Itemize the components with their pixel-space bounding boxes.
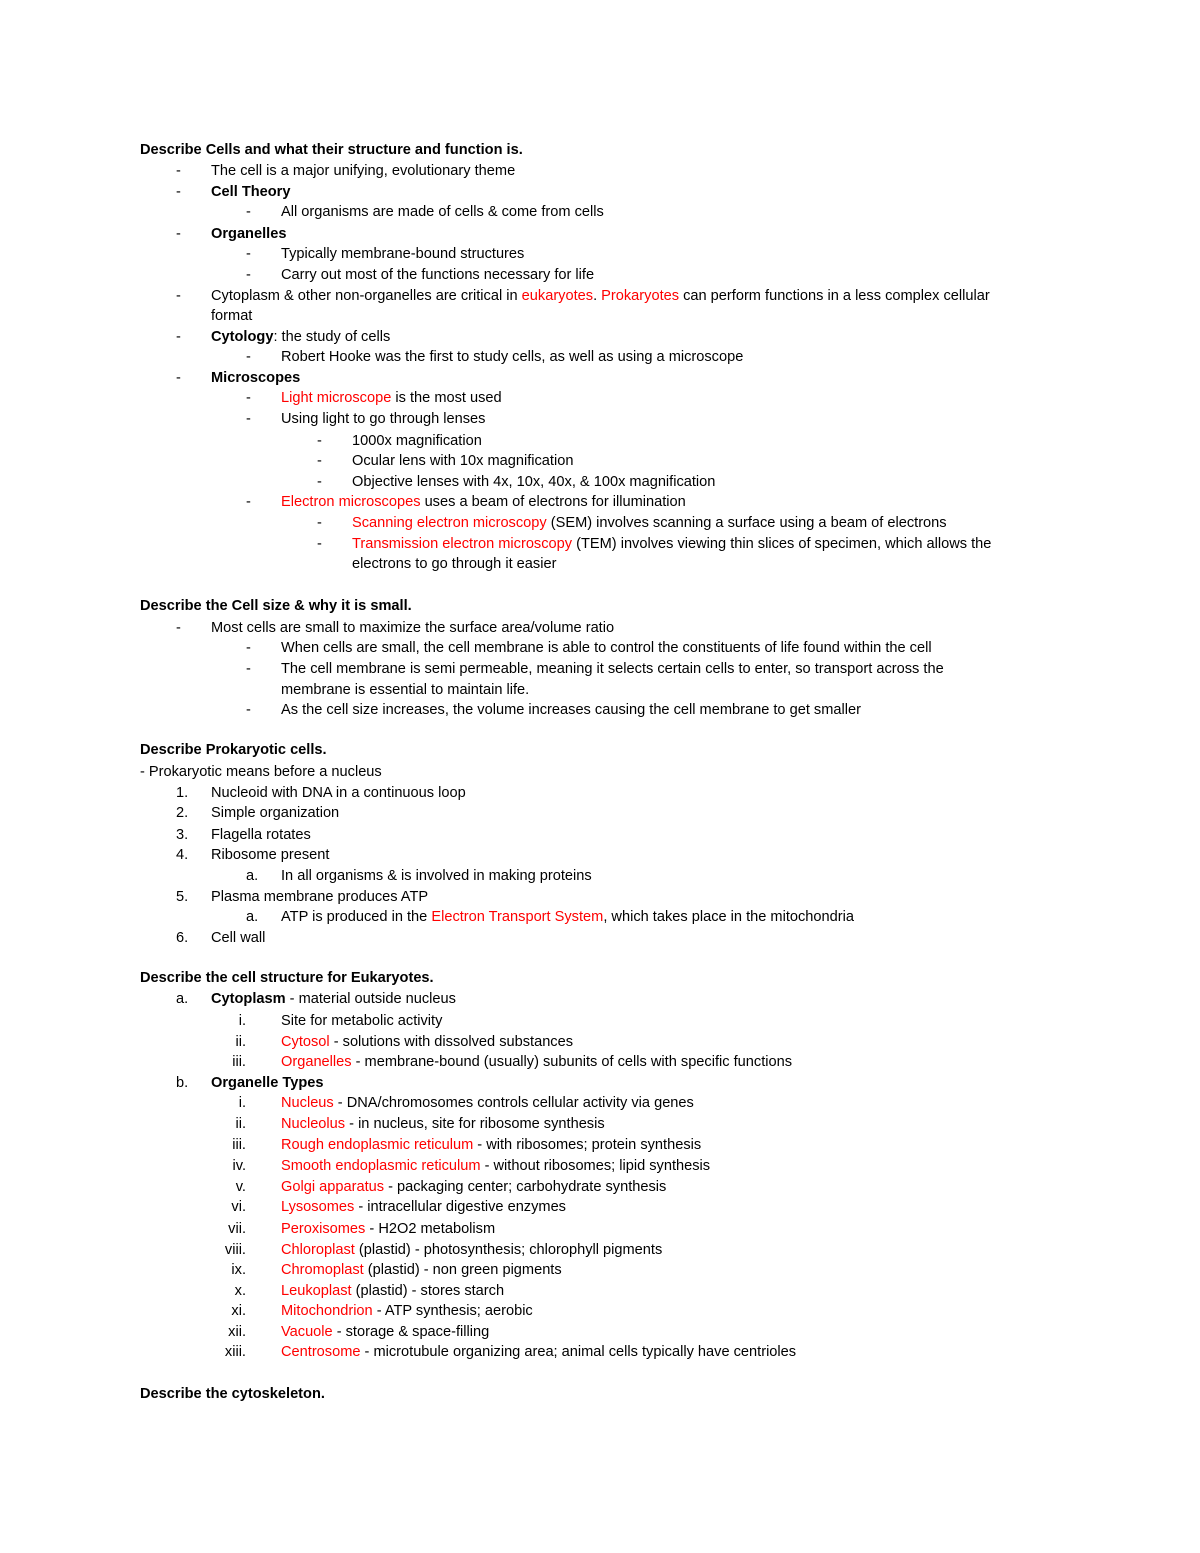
list-item-text (140, 765, 382, 780)
list-marker: - (176, 184, 181, 200)
list-marker: viii. (224, 1242, 246, 1258)
list-marker: xi. (231, 1303, 246, 1319)
text-run: Most cells are small to maximize the surface area/volume ratio (211, 620, 615, 636)
list-item-text (352, 537, 991, 552)
list-marker: - (246, 204, 251, 220)
highlighted-term: Nucleus (281, 1095, 334, 1111)
text-run: All organisms are made of cells & come from cells (281, 204, 604, 220)
list-marker: a. (246, 868, 259, 884)
list-item-text (281, 1222, 495, 1237)
list-item-text (281, 1159, 710, 1174)
text-run: - in nucleus, site for ribosome synthesis (345, 1116, 605, 1132)
text-run: format (211, 308, 253, 324)
list-marker: - (176, 226, 181, 242)
list-marker: xiii. (224, 1344, 246, 1360)
highlighted-term: Transmission electron microscopy (352, 536, 573, 552)
list-marker: - (246, 661, 251, 677)
list-marker: - (317, 474, 322, 490)
list-item-text (211, 227, 286, 242)
text-run: Carry out most of the functions necessary for life (281, 267, 595, 283)
text-run: Ribosome present (211, 847, 330, 863)
list-item-text (281, 910, 854, 925)
list-item-text (281, 1263, 562, 1278)
list-marker: - (246, 246, 251, 262)
section-heading (140, 971, 434, 986)
text-run: - with ribosomes; protein synthesis (473, 1137, 702, 1153)
text-run: uses a beam of electrons for illumination (420, 494, 686, 510)
bold-term: Microscopes (211, 370, 301, 386)
highlighted-term: Peroxisomes (281, 1221, 366, 1237)
list-marker: vii. (228, 1221, 246, 1237)
text-run: 1000x magnification (352, 433, 482, 449)
list-marker: x. (234, 1283, 246, 1299)
text-run: Robert Hooke was the first to study cells, as well as using a microscope (281, 349, 744, 365)
text-run: Describe Prokaryotic cells. (140, 742, 327, 758)
highlighted-term: Chloroplast (281, 1242, 355, 1258)
text-run: (plastid) - stores starch (351, 1283, 505, 1299)
highlighted-term: Lysosomes (281, 1199, 355, 1215)
text-run: (plastid) - photosynthesis; chlorophyll pigments (354, 1242, 663, 1258)
text-run: Describe the Cell size & why it is small. (140, 598, 412, 614)
text-run: : the study of cells (273, 329, 391, 345)
list-item-text (211, 1076, 323, 1091)
list-item-text (211, 164, 515, 179)
highlighted-term: Electron microscopes (281, 494, 421, 510)
list-item-text (281, 683, 529, 698)
bold-term: Cytoplasm (211, 991, 286, 1007)
section-heading (140, 143, 523, 158)
list-item-text (281, 641, 932, 656)
list-item-text (281, 1117, 605, 1132)
text-run: - Prokaryotic means before a nucleus (140, 764, 382, 780)
text-run: - without ribosomes; lipid synthesis (480, 1158, 711, 1174)
list-item-text (281, 1055, 792, 1070)
text-run: Describe Cells and what their structure and function is. (140, 142, 523, 158)
list-marker: - (246, 411, 251, 427)
list-item-text (211, 621, 614, 636)
text-run: In all organisms & is involved in making proteins (281, 868, 592, 884)
text-run: Flagella rotates (211, 827, 311, 843)
highlighted-term: Chromoplast (281, 1262, 364, 1278)
list-item-text (211, 185, 290, 200)
section-heading (140, 1387, 325, 1402)
list-item-text (211, 806, 339, 821)
list-item-text (281, 1200, 566, 1215)
list-item-text (281, 1035, 573, 1050)
text-run: Using light to go through lenses (281, 411, 486, 427)
text-run: , which takes place in the mitochondria (603, 909, 854, 925)
text-run: (TEM) involves viewing thin slices of specimen, which allows the (572, 536, 992, 552)
list-item-text (211, 371, 300, 386)
section-heading (140, 743, 327, 758)
list-item-text (281, 1284, 504, 1299)
list-item-text (281, 391, 502, 406)
text-run: ATP is produced in the (281, 909, 432, 925)
list-marker: - (317, 536, 322, 552)
text-run: Cell wall (211, 930, 266, 946)
text-run: - storage & space-filling (332, 1324, 490, 1340)
text-run: Plasma membrane produces ATP (211, 889, 429, 905)
highlighted-term: Golgi apparatus (281, 1179, 385, 1195)
text-run: The cell is a major unifying, evolutionary theme (211, 163, 516, 179)
list-marker: xii. (228, 1324, 246, 1340)
text-run: - packaging center; carbohydrate synthesis (384, 1179, 667, 1195)
text-run: - membrane-bound (usually) subunits of cells with specific functions (351, 1054, 793, 1070)
highlighted-term: Cytosol (281, 1034, 330, 1050)
list-item-text (211, 309, 252, 324)
text-run: Nucleoid with DNA in a continuous loop (211, 785, 466, 801)
list-marker: - (246, 494, 251, 510)
list-item-text (211, 828, 311, 843)
list-item-text (281, 1138, 701, 1153)
text-run: When cells are small, the cell membrane is able to control the constituents of life found within the cell (281, 640, 932, 656)
list-marker: - (246, 702, 251, 718)
list-marker: - (176, 288, 181, 304)
list-item-text (281, 1243, 662, 1258)
list-marker: a. (176, 991, 189, 1007)
list-item-text (281, 869, 592, 884)
highlighted-term: Light microscope (281, 390, 392, 406)
list-item-text (281, 247, 524, 262)
list-item-text (281, 703, 861, 718)
list-item-text (211, 890, 428, 905)
text-run: - ATP synthesis; aerobic (372, 1303, 533, 1319)
list-item-text (211, 289, 990, 304)
list-item-text (281, 1014, 442, 1029)
list-item-text (281, 1304, 533, 1319)
list-marker: a. (246, 909, 259, 925)
highlighted-term: Rough endoplasmic reticulum (281, 1137, 474, 1153)
highlighted-term: Organelles (281, 1054, 352, 1070)
text-run: Site for metabolic activity (281, 1013, 443, 1029)
list-item-text (281, 662, 944, 677)
list-marker: ix. (231, 1262, 246, 1278)
list-item-text (281, 1345, 796, 1360)
highlighted-term: Prokaryotes (601, 288, 680, 304)
list-item-text (211, 848, 329, 863)
list-marker: ii. (235, 1034, 246, 1050)
highlighted-term: Mitochondrion (281, 1303, 373, 1319)
bold-term: Organelles (211, 226, 287, 242)
list-marker: 3. (176, 827, 189, 843)
list-marker: 4. (176, 847, 189, 863)
list-item-text (281, 350, 743, 365)
list-item-text (352, 475, 715, 490)
list-item-text (281, 412, 485, 427)
list-marker: 5. (176, 889, 189, 905)
list-item-text (281, 268, 594, 283)
text-run: Objective lenses with 4x, 10x, 40x, & 100x magnification (352, 474, 716, 490)
list-marker: - (176, 370, 181, 386)
section-heading (140, 599, 412, 614)
highlighted-term: eukaryotes (521, 288, 594, 304)
list-marker: i. (238, 1095, 246, 1111)
list-marker: - (176, 329, 181, 345)
highlighted-term: Vacuole (281, 1324, 333, 1340)
list-marker: ii. (235, 1116, 246, 1132)
text-run: (plastid) - non green pigments (363, 1262, 562, 1278)
list-marker: - (176, 620, 181, 636)
text-run: membrane is essential to maintain life. (281, 682, 530, 698)
list-marker: 1. (176, 785, 189, 801)
bold-term: Cytology (211, 329, 274, 345)
list-marker: - (246, 349, 251, 365)
text-run: - H2O2 metabolism (365, 1221, 496, 1237)
list-marker: iv. (232, 1158, 246, 1174)
text-run: can perform functions in a less complex cellular (679, 288, 990, 304)
list-item-text (352, 434, 482, 449)
text-run: is the most used (391, 390, 502, 406)
list-marker: iii. (232, 1054, 246, 1070)
highlighted-term: Nucleolus (281, 1116, 346, 1132)
text-run: - material outside nucleus (285, 991, 456, 1007)
list-marker: - (176, 163, 181, 179)
text-run: - intracellular digestive enzymes (354, 1199, 566, 1215)
text-run: electrons to go through it easier (352, 556, 557, 572)
text-run: . (593, 288, 602, 304)
list-marker: b. (176, 1075, 189, 1091)
list-item-text (211, 786, 466, 801)
list-item-text (352, 516, 947, 531)
text-run: Simple organization (211, 805, 340, 821)
list-marker: - (246, 267, 251, 283)
highlighted-term: Leukoplast (281, 1283, 352, 1299)
bold-term: Cell Theory (211, 184, 291, 200)
text-run: - microtubule organizing area; animal cells typically have centrioles (360, 1344, 797, 1360)
list-item-text (352, 454, 573, 469)
list-item-text (281, 205, 604, 220)
list-marker: - (317, 433, 322, 449)
list-marker: 2. (176, 805, 189, 821)
text-run: Ocular lens with 10x magnification (352, 453, 574, 469)
list-marker: vi. (231, 1199, 246, 1215)
list-marker: - (317, 453, 322, 469)
list-marker: - (317, 515, 322, 531)
highlighted-term: Centrosome (281, 1344, 361, 1360)
text-run: As the cell size increases, the volume increases causing the cell membrane to get smaller (281, 702, 861, 718)
text-run: Describe the cell structure for Eukaryotes. (140, 970, 434, 986)
list-marker: iii. (232, 1137, 246, 1153)
list-item-text (352, 557, 556, 572)
text-run: Describe the cytoskeleton. (140, 1386, 325, 1402)
list-item-text (281, 1096, 694, 1111)
text-run: Typically membrane-bound structures (281, 246, 525, 262)
highlighted-term: Electron Transport System (431, 909, 604, 925)
highlighted-term: Scanning electron microscopy (352, 515, 547, 531)
list-item-text (281, 495, 686, 510)
list-marker: i. (238, 1013, 246, 1029)
text-run: (SEM) involves scanning a surface using a beam of electrons (546, 515, 947, 531)
list-marker: 6. (176, 930, 189, 946)
list-item-text (211, 330, 390, 345)
text-run: - DNA/chromosomes controls cellular activity via genes (333, 1095, 694, 1111)
text-run: - solutions with dissolved substances (329, 1034, 574, 1050)
list-marker: v. (235, 1179, 246, 1195)
list-item-text (281, 1180, 666, 1195)
highlighted-term: Smooth endoplasmic reticulum (281, 1158, 481, 1174)
list-item-text (211, 992, 456, 1007)
list-item-text (211, 931, 265, 946)
text-run: Cytoplasm & other non-organelles are critical in (211, 288, 522, 304)
list-marker: - (246, 640, 251, 656)
bold-term: Organelle Types (211, 1075, 324, 1091)
list-marker: - (246, 390, 251, 406)
text-run: The cell membrane is semi permeable, meaning it selects certain cells to enter, so transport across the (281, 661, 944, 677)
list-item-text (281, 1325, 489, 1340)
